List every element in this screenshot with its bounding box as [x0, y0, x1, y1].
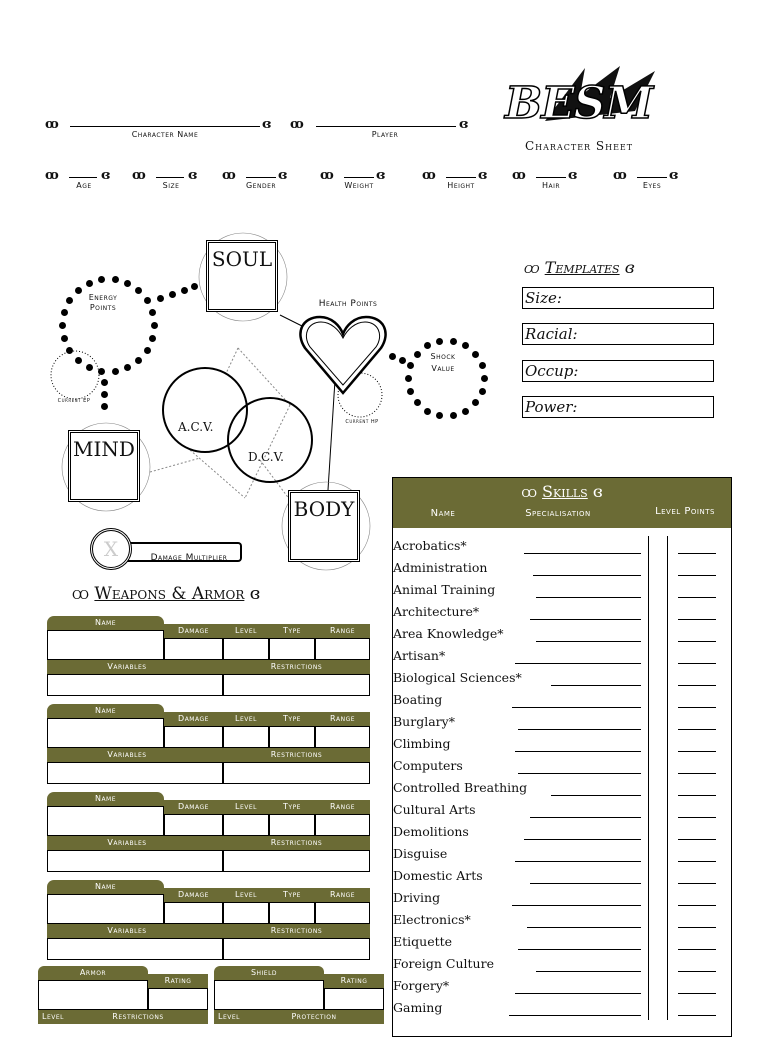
ornament-left: ꝏ: [45, 117, 59, 132]
weapon-stat-field[interactable]: [269, 638, 315, 660]
skill-points-line[interactable]: [678, 641, 716, 642]
skill-name: Burglary*: [393, 714, 455, 729]
skill-row[interactable]: [393, 558, 733, 580]
info-label-0: Age: [76, 181, 92, 190]
skill-points-line[interactable]: [678, 707, 716, 708]
chain-dot: [86, 280, 93, 287]
skill-name: Forgery*: [393, 978, 450, 993]
skill-level-box[interactable]: [648, 910, 668, 932]
chain-dot: [101, 379, 108, 386]
ornament-right: ɞ: [478, 168, 488, 183]
ornament-right: ɞ: [624, 258, 635, 277]
template-power-field[interactable]: Power:: [522, 396, 714, 418]
skill-spec-line[interactable]: [515, 751, 641, 752]
armor-rating-field[interactable]: [148, 988, 208, 1010]
info-line-5[interactable]: [536, 177, 566, 178]
skill-points-line[interactable]: [678, 619, 716, 620]
skill-spec-line[interactable]: [536, 971, 641, 972]
skill-name: Artisan*: [393, 648, 446, 663]
weapon-stat-field[interactable]: [223, 638, 269, 660]
info-label-4: Height: [447, 181, 475, 190]
skill-spec-line[interactable]: [515, 861, 641, 862]
chain-dot: [59, 322, 66, 329]
info-label-3: Weight: [344, 181, 374, 190]
skill-name: Acrobatics*: [393, 538, 467, 553]
damage-multiplier: [90, 528, 252, 570]
skill-spec-line[interactable]: [515, 993, 641, 994]
chain-dot: [135, 357, 142, 364]
mind-label: MIND: [73, 437, 135, 461]
skill-row[interactable]: [393, 668, 733, 690]
skill-spec-line[interactable]: [551, 795, 641, 796]
skill-spec-line[interactable]: [524, 839, 641, 840]
weapon-name-label: Name: [94, 882, 117, 891]
chain-dot: [151, 322, 158, 329]
weapon-name-label: Name: [94, 618, 117, 627]
armor-level-label: Level: [42, 1012, 64, 1021]
chain-dot: [479, 362, 486, 369]
ornament-left: ꝏ: [290, 117, 304, 132]
weapon-restrictions-label: Restrictions: [270, 926, 323, 935]
weapon-variables-field[interactable]: [47, 850, 223, 872]
skill-name: Architecture*: [393, 604, 480, 619]
info-line-1[interactable]: [156, 177, 184, 178]
chain-dot: [436, 338, 443, 345]
chain-dot: [75, 357, 82, 364]
skill-level-box[interactable]: [648, 844, 668, 866]
info-line-4[interactable]: [446, 177, 476, 178]
weapon-col-label: Range: [329, 802, 356, 811]
skill-level-box[interactable]: [648, 888, 668, 910]
weapon-stat-field[interactable]: [223, 902, 269, 924]
info-label-1: Size: [162, 181, 180, 190]
weapon-restrictions-field[interactable]: [223, 938, 370, 960]
logo-title: BESM: [505, 78, 653, 129]
skill-row[interactable]: [393, 690, 733, 712]
skill-level-box[interactable]: [648, 580, 668, 602]
skill-row[interactable]: [393, 998, 733, 1020]
skills-col-level: Level Points: [655, 506, 715, 517]
weapon-col-label: Level: [235, 626, 257, 635]
ornament-left: ꝏ: [132, 168, 146, 183]
ornament-right: ɞ: [262, 117, 272, 132]
skill-name: Area Knowledge*: [393, 626, 504, 641]
weapon-variables-label: Variables: [107, 662, 147, 671]
weapon-stat-field[interactable]: [164, 902, 223, 924]
chain-dot: [98, 368, 105, 375]
skill-name: Boating: [393, 692, 443, 707]
skill-spec-line[interactable]: [524, 553, 641, 554]
skill-row[interactable]: [393, 734, 733, 756]
chain-dot: [462, 408, 469, 415]
skill-points-line[interactable]: [678, 927, 716, 928]
weapon-variables-label: Variables: [107, 750, 147, 759]
skill-level-box[interactable]: [648, 712, 668, 734]
weapon-name-field[interactable]: [47, 718, 164, 748]
skill-level-box[interactable]: [648, 536, 668, 558]
weapon-variables-field[interactable]: [47, 674, 223, 696]
skill-row[interactable]: [393, 954, 733, 976]
ornament-right: ɞ: [376, 168, 386, 183]
skill-level-box[interactable]: [648, 558, 668, 580]
skill-spec-line[interactable]: [530, 619, 641, 620]
skill-spec-line[interactable]: [518, 773, 641, 774]
skill-level-box[interactable]: [648, 954, 668, 976]
skill-level-box[interactable]: [648, 668, 668, 690]
skill-spec-line[interactable]: [536, 641, 641, 642]
skill-level-box[interactable]: [648, 822, 668, 844]
damage-multiplier-label: Damage Multiplier: [150, 553, 228, 563]
skills-panel: [392, 477, 732, 1037]
skill-row[interactable]: [393, 932, 733, 954]
weapons-title: Weapons & Armor: [94, 584, 245, 604]
chain-dot: [424, 408, 431, 415]
template-occup-field[interactable]: Occup:: [522, 360, 714, 382]
skill-level-box[interactable]: [648, 800, 668, 822]
ornament-right: ɞ: [101, 168, 111, 183]
weapon-stat-field[interactable]: [315, 726, 370, 748]
weapon-variables-label: Variables: [107, 926, 147, 935]
chain-dot: [112, 368, 119, 375]
armor-rating-label: Rating: [164, 976, 192, 985]
ornament-right: ɞ: [459, 117, 469, 132]
skill-name: Foreign Culture: [393, 956, 494, 971]
skill-row[interactable]: [393, 580, 733, 602]
ornament-left: ꝏ: [613, 168, 627, 183]
skill-spec-line[interactable]: [512, 707, 641, 708]
player-label: Player: [371, 130, 399, 139]
weapon-col-label: Damage: [178, 714, 209, 723]
template-size-field[interactable]: Size:: [522, 287, 714, 309]
chain-dot: [61, 335, 68, 342]
weapon-restrictions-label: Restrictions: [270, 662, 323, 671]
chain-dot: [191, 283, 198, 290]
info-label-6: Eyes: [642, 181, 662, 190]
logo: [505, 66, 695, 156]
weapon-block: [47, 880, 370, 952]
skill-points-line[interactable]: [678, 597, 716, 598]
ornament-left: ꝏ: [512, 168, 526, 183]
info-label-5: Hair: [541, 181, 561, 190]
chain-dot: [472, 351, 479, 358]
skill-spec-line[interactable]: [551, 685, 641, 686]
skill-points-line[interactable]: [678, 663, 716, 664]
ornament-left: ꝏ: [422, 168, 436, 183]
weapon-name-field[interactable]: [47, 894, 164, 924]
weapon-stat-field[interactable]: [269, 902, 315, 924]
weapon-col-label: Damage: [178, 802, 209, 811]
chain-dot: [144, 347, 151, 354]
skills-header: [393, 478, 731, 528]
chain-dot: [399, 357, 406, 364]
skills-title-row: [393, 482, 731, 501]
weapon-name-field[interactable]: [47, 806, 164, 836]
acv-label: A.C.V.: [178, 420, 214, 434]
skill-spec-line[interactable]: [515, 663, 641, 664]
skill-spec-line[interactable]: [530, 817, 641, 818]
ornament-right: ɞ: [568, 168, 578, 183]
shield-protection-label: Protection: [291, 1012, 337, 1021]
weapon-stat-field[interactable]: [164, 638, 223, 660]
weapon-col-label: Type: [283, 890, 301, 899]
chain-dot: [86, 364, 93, 371]
skill-name: Driving: [393, 890, 441, 905]
weapon-block: [47, 616, 370, 688]
skill-points-line[interactable]: [678, 685, 716, 686]
skill-name: Gaming: [393, 1000, 443, 1015]
body-box[interactable]: [288, 490, 360, 562]
current-hp-label: Current HP: [345, 419, 379, 425]
skill-spec-line[interactable]: [518, 949, 641, 950]
chain-dot: [157, 295, 164, 302]
chain-dot: [481, 375, 488, 382]
shield-rating-label: Rating: [340, 976, 368, 985]
chain-dot: [112, 276, 119, 283]
weapon-col-label: Range: [329, 626, 356, 635]
skill-level-box[interactable]: [648, 734, 668, 756]
skills-col-name: Name: [430, 508, 456, 519]
shield-block: [214, 966, 384, 1024]
skill-level-box[interactable]: [648, 756, 668, 778]
skill-row[interactable]: [393, 844, 733, 866]
skill-row[interactable]: [393, 646, 733, 668]
weapon-stat-field[interactable]: [269, 726, 315, 748]
weapon-restrictions-field[interactable]: [223, 674, 370, 696]
weapon-stat-field[interactable]: [315, 814, 370, 836]
weapon-stat-field[interactable]: [315, 638, 370, 660]
ornament-right: ɞ: [278, 168, 288, 183]
chain-dot: [101, 391, 108, 398]
skill-spec-line[interactable]: [518, 729, 641, 730]
armor-title: Armor: [79, 968, 107, 977]
weapons-header: [72, 584, 260, 604]
skill-level-box[interactable]: [648, 624, 668, 646]
health-points-label: Health Points: [318, 299, 378, 309]
chain-dot: [450, 338, 457, 345]
skill-spec-line[interactable]: [527, 927, 641, 928]
weapon-block: [47, 792, 370, 864]
skill-name: Administration: [393, 560, 488, 575]
weapon-stat-field[interactable]: [269, 814, 315, 836]
shock-value-label: Shock Value: [430, 352, 456, 373]
weapon-name-label: Name: [94, 794, 117, 803]
current-ep-label: Current EP: [57, 398, 91, 404]
weapon-col-label: Damage: [178, 626, 209, 635]
skill-points-line[interactable]: [678, 861, 716, 862]
skill-name: Animal Training: [393, 582, 496, 597]
weapon-col-label: Damage: [178, 890, 209, 899]
damage-multiplier-input[interactable]: X: [90, 528, 132, 570]
weapon-col-label: Type: [283, 714, 301, 723]
soul-label: SOUL: [211, 247, 273, 271]
skill-row[interactable]: [393, 888, 733, 910]
character-name-label: Character Name: [131, 130, 199, 139]
weapon-col-label: Type: [283, 626, 301, 635]
skill-name: Electronics*: [393, 912, 471, 927]
skill-name: Computers: [393, 758, 463, 773]
weapon-restrictions-label: Restrictions: [270, 838, 323, 847]
skill-points-line[interactable]: [678, 905, 716, 906]
skill-spec-line[interactable]: [533, 575, 641, 576]
info-line-3[interactable]: [344, 177, 374, 178]
shield-rating-field[interactable]: [324, 988, 384, 1010]
weapon-restrictions-field[interactable]: [223, 762, 370, 784]
skill-name: Demolitions: [393, 824, 469, 839]
body-label: BODY: [293, 497, 355, 521]
info-label-2: Gender: [245, 181, 277, 190]
ornament-right: ɞ: [669, 168, 679, 183]
skill-row[interactable]: [393, 976, 733, 998]
info-line-6[interactable]: [637, 177, 667, 178]
skill-level-box[interactable]: [648, 690, 668, 712]
weapon-stat-field[interactable]: [223, 726, 269, 748]
skill-level-box[interactable]: [648, 778, 668, 800]
skill-name: Domestic Arts: [393, 868, 483, 883]
weapon-name-field[interactable]: [47, 630, 164, 660]
chain-dot: [144, 297, 151, 304]
chain-dot: [169, 291, 176, 298]
info-line-0[interactable]: [69, 177, 97, 178]
weapon-col-label: Type: [283, 802, 301, 811]
templates-header: [524, 258, 635, 277]
chain-dot: [405, 375, 412, 382]
skill-points-line[interactable]: [678, 575, 716, 576]
skill-level-box[interactable]: [648, 646, 668, 668]
skill-name: Etiquette: [393, 934, 453, 949]
skill-spec-line[interactable]: [512, 905, 641, 906]
weapon-col-label: Range: [329, 714, 356, 723]
skill-row[interactable]: [393, 712, 733, 734]
skill-level-box[interactable]: [648, 976, 668, 998]
chain-dot: [124, 364, 131, 371]
weapon-variables-field[interactable]: [47, 762, 223, 784]
weapon-stat-field[interactable]: [164, 726, 223, 748]
skill-row[interactable]: [393, 602, 733, 624]
skill-name: Cultural Arts: [393, 802, 476, 817]
player-line[interactable]: [316, 126, 456, 127]
skill-name: Climbing: [393, 736, 451, 751]
skill-row[interactable]: [393, 536, 733, 558]
skill-level-box[interactable]: [648, 866, 668, 888]
skill-points-line[interactable]: [678, 751, 716, 752]
template-racial-field[interactable]: Racial:: [522, 323, 714, 345]
armor-restrictions-label: Restrictions: [112, 1012, 164, 1021]
logo-subtitle: Character Sheet: [525, 139, 634, 153]
chain-dot: [479, 388, 486, 395]
shield-title: Shield: [250, 968, 278, 977]
skill-row[interactable]: [393, 778, 733, 800]
skill-points-line[interactable]: [678, 729, 716, 730]
ornament-left: ꝏ: [521, 482, 537, 501]
skill-row[interactable]: [393, 910, 733, 932]
info-line-2[interactable]: [246, 177, 276, 178]
chain-dot: [101, 403, 108, 410]
skills-title: Skills: [542, 482, 588, 501]
skill-level-box[interactable]: [648, 998, 668, 1020]
skill-name: Disguise: [393, 846, 448, 861]
skill-name: Controlled Breathing: [393, 780, 528, 795]
ornament-left: ꝏ: [524, 258, 540, 277]
weapon-col-label: Level: [235, 802, 257, 811]
mind-box[interactable]: [68, 430, 140, 502]
ornament-right: ɞ: [249, 584, 261, 604]
skill-spec-line[interactable]: [536, 597, 641, 598]
skill-name: Biological Sciences*: [393, 670, 522, 685]
skill-level-box[interactable]: [648, 602, 668, 624]
energy-points-label: Energy Points: [88, 293, 118, 312]
character-name-line[interactable]: [70, 126, 260, 127]
ornament-right: ɞ: [188, 168, 198, 183]
weapon-restrictions-label: Restrictions: [270, 750, 323, 759]
skill-points-line[interactable]: [678, 949, 716, 950]
skill-spec-line[interactable]: [509, 1015, 641, 1016]
skill-row[interactable]: [393, 866, 733, 888]
templates-title: Templates: [544, 258, 620, 277]
skill-points-line[interactable]: [678, 553, 716, 554]
weapon-stat-field[interactable]: [223, 814, 269, 836]
skill-points-line[interactable]: [678, 883, 716, 884]
chain-dot: [389, 353, 396, 360]
skill-points-line[interactable]: [678, 1015, 716, 1016]
skill-points-line[interactable]: [678, 993, 716, 994]
ornament-left: ꝏ: [72, 584, 89, 604]
dcv-label: D.C.V.: [248, 450, 284, 464]
skill-points-line[interactable]: [678, 795, 716, 796]
weapon-restrictions-field[interactable]: [223, 850, 370, 872]
weapon-stat-field[interactable]: [164, 814, 223, 836]
weapon-col-label: Level: [235, 890, 257, 899]
skill-level-box[interactable]: [648, 932, 668, 954]
weapon-stat-field[interactable]: [315, 902, 370, 924]
weapon-col-label: Range: [329, 890, 356, 899]
skill-spec-line[interactable]: [530, 883, 641, 884]
weapon-name-label: Name: [94, 706, 117, 715]
ornament-left: ꝏ: [45, 168, 59, 183]
chain-dot: [181, 287, 188, 294]
skill-points-line[interactable]: [678, 773, 716, 774]
chain-dot: [61, 309, 68, 316]
skill-points-line[interactable]: [678, 817, 716, 818]
skill-points-line[interactable]: [678, 971, 716, 972]
weapon-variables-label: Variables: [107, 838, 147, 847]
weapon-block: [47, 704, 370, 776]
weapon-col-label: Level: [235, 714, 257, 723]
skill-row[interactable]: [393, 800, 733, 822]
ornament-left: ꝏ: [222, 168, 236, 183]
shield-level-label: Level: [218, 1012, 240, 1021]
armor-block: [38, 966, 208, 1024]
ornament-right: ɞ: [592, 482, 603, 501]
shield-name-field[interactable]: [214, 980, 324, 1010]
ornament-left: ꝏ: [320, 168, 334, 183]
skill-row[interactable]: [393, 756, 733, 778]
armor-name-field[interactable]: [38, 980, 148, 1010]
soul-box[interactable]: [206, 240, 278, 312]
skill-row[interactable]: [393, 624, 733, 646]
weapon-variables-field[interactable]: [47, 938, 223, 960]
skill-points-line[interactable]: [678, 839, 716, 840]
skill-row[interactable]: [393, 822, 733, 844]
skills-col-spec: Specialisation: [525, 508, 591, 519]
